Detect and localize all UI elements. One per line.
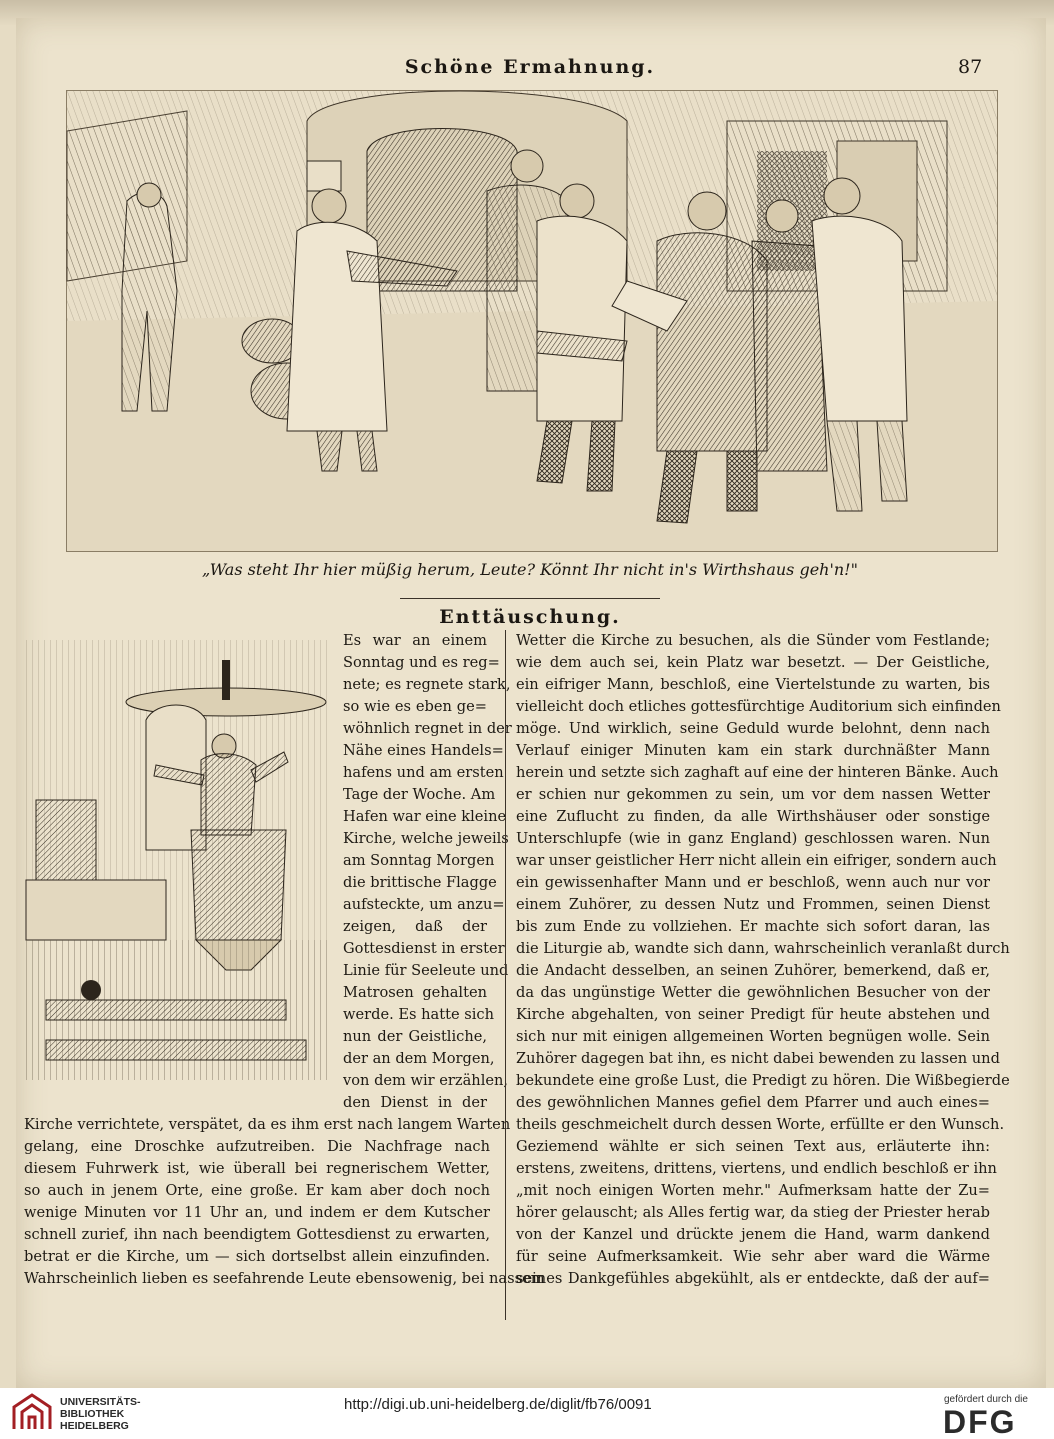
text-line: herein und setzte sich zaghaft auf eine der hinteren Bänke. Auch	[516, 764, 999, 781]
text-line: vielleicht doch etliches gottesfürchtige Auditorium sich einfinden	[516, 698, 1001, 715]
text-line: eine Zuflucht zu finden, da alle Wirthshäuser oder sonstige	[516, 808, 990, 825]
text-line: Kirche abgehalten, von seiner Predigt für heute abstehen und	[516, 1006, 990, 1023]
text-line: so wie es eben ge=	[343, 698, 487, 715]
library-name-line: UNIVERSITÄTS-	[60, 1396, 141, 1408]
text-line: wie dem auch sei, kein Platz war besetzt. — Der Geistliche,	[516, 654, 990, 671]
text-line: theils geschmeichelt durch dessen Worte, erfüllte er den Wunsch.	[516, 1116, 1005, 1133]
text-line: von der Kanzel und drückte jenem die Hand, warm dankend	[516, 1226, 990, 1243]
text-line: Geziemend wählte er sich seinen Text aus, erläuterte ihn:	[516, 1138, 990, 1155]
article-title: Enttäuschung.	[439, 606, 621, 628]
text-line: da das ungünstige Wetter die gewöhnlichen Besucher von der	[516, 984, 990, 1001]
text-line: „mit noch einigen Worten mehr." Aufmerksam hatte der Zu=	[516, 1182, 990, 1199]
text-line: so auch in jenem Orte, eine große. Er kam aber doch noch	[24, 1182, 490, 1199]
text-line: Sonntag und es reg=	[343, 654, 500, 671]
text-line: möge. Und wirklich, seine Geduld wurde belohnt, denn nach	[516, 720, 990, 737]
text-line: aufsteckte, um anzu=	[343, 896, 505, 913]
text-line: Unterschlupfe (wie in ganz England) geschlossen waren. Nun	[516, 830, 990, 847]
text-line: Hafen war eine kleine	[343, 808, 507, 825]
text-line: Linie für Seeleute und	[343, 962, 509, 979]
text-line: betrat er die Kirche, um — sich dortselbst allein einzufinden.	[24, 1248, 490, 1265]
text-line: Nähe eines Handels=	[343, 742, 504, 759]
text-line: die brittische Flagge	[343, 874, 497, 891]
text-line: den Dienst in der	[343, 1094, 487, 1111]
text-line: wöhnlich regnet in der	[343, 720, 512, 737]
text-line: der an dem Morgen,	[343, 1050, 495, 1067]
text-line: hörer gelauscht; als Alles fertig war, da stieg der Priester herab	[516, 1204, 990, 1221]
text-line: diesem Fuhrwerk ist, wie überall bei regnerischem Wetter,	[24, 1160, 490, 1177]
library-name	[60, 1396, 141, 1432]
text-line: Gottesdienst in erster	[343, 940, 505, 957]
section-rule	[400, 598, 660, 599]
text-line: für seine Aufmerksamkeit. Wie sehr aber ward die Wärme	[516, 1248, 990, 1265]
text-line: erstens, zweitens, drittens, viertens, und endlich beschloß er ihn	[516, 1160, 997, 1177]
column-rule	[505, 630, 506, 1320]
permalink[interactable]: http://digi.ub.uni-heidelberg.de/diglit/fb76/0091	[344, 1396, 652, 1413]
funded-by-label: gefördert durch die	[944, 1394, 1028, 1405]
text-line: werde. Es hatte sich	[343, 1006, 494, 1023]
text-line: die Liturgie ab, wandte sich dann, wahrscheinlich veranlaßt durch	[516, 940, 1010, 957]
text-line: Tage der Woche. Am	[343, 786, 496, 803]
text-line: Wahrscheinlich lieben es seefahrende Leute ebensowenig, bei nassem	[24, 1270, 545, 1287]
illustration-caption: „Was steht Ihr hier müßig herum, Leute? Könnt Ihr nicht in's Wirthshaus geh'n!"	[202, 560, 858, 579]
text-line: die Andacht desselben, an seinen Zuhörer, bemerkend, daß er,	[516, 962, 990, 979]
university-logo-icon	[10, 1393, 54, 1433]
text-line: am Sonntag Morgen	[343, 852, 495, 869]
text-line: seines Dankgefühles abgekühlt, als er entdeckte, daß der auf=	[516, 1270, 990, 1287]
text-line: nete; es regnete stark,	[343, 676, 511, 693]
text-line: von dem wir erzählen,	[343, 1072, 509, 1089]
text-line: wenige Minuten vor 11 Uhr an, und indem er dem Kutscher	[24, 1204, 490, 1221]
text-line: gelang, eine Droschke aufzutreiben. Die Nachfrage nach	[24, 1138, 490, 1155]
street-scene-engraving	[66, 90, 998, 552]
text-line: hafens und am ersten	[343, 764, 504, 781]
text-line: zeigen, daß der	[343, 918, 487, 935]
text-line: Matrosen gehalten	[343, 984, 487, 1001]
text-line: nun der Geistliche,	[343, 1028, 487, 1045]
text-line: Verlauf einiger Minuten kam ein stark durchnäßter Mann	[516, 742, 990, 759]
page-number: 87	[958, 56, 983, 78]
text-line: ein eifriger Mann, beschloß, eine Viertelstunde zu warten, bis	[516, 676, 990, 693]
text-line: schnell zurief, ihn nach beendigtem Gottesdienst zu erwarten,	[24, 1226, 490, 1243]
text-line: ein gewissenhafter Mann und er beschloß, wenn auch nur vor	[516, 874, 990, 891]
text-line: er schien nur gekommen zu sein, um vor dem nassen Wetter	[516, 786, 990, 803]
text-line: sich nur mit einigen allgemeinen Worten begnügen wolle. Sein	[516, 1028, 990, 1045]
pulpit-engraving	[26, 640, 331, 1080]
dfg-logo-text: DFG	[943, 1404, 1017, 1439]
text-line: Kirche verrichtete, verspätet, da es ihm erst nach langem Warten	[24, 1116, 511, 1133]
text-line: Es war an einem	[343, 632, 487, 649]
text-line: des gewöhnlichen Mannes gefiel dem Pfarrer und auch eines=	[516, 1094, 990, 1111]
text-line: bis zum Ende zu vollziehen. Er machte sich sofort daran, las	[516, 918, 990, 935]
text-line: einem Zuhörer, zu dessen Nutz und Frommen, seinen Dienst	[516, 896, 990, 913]
text-line: Wetter die Kirche zu besuchen, als die Sünder vom Festlande;	[516, 632, 990, 649]
text-line: Kirche, welche jeweils	[343, 830, 509, 847]
library-name-line: HEIDELBERG	[60, 1420, 129, 1432]
text-line: war unser geistlicher Herr nicht allein ein eifriger, sondern auch	[516, 852, 997, 869]
dfg-logo	[941, 1404, 1041, 1439]
library-name-line: BIBLIOTHEK	[60, 1408, 125, 1420]
text-line: Zuhörer dagegen bat ihn, es nicht dabei bewenden zu lassen und	[516, 1050, 1000, 1067]
running-title: Schöne Ermahnung.	[404, 56, 656, 78]
text-line: bekundete eine große Lust, die Predigt zu hören. Die Wißbegierde	[516, 1072, 1010, 1089]
